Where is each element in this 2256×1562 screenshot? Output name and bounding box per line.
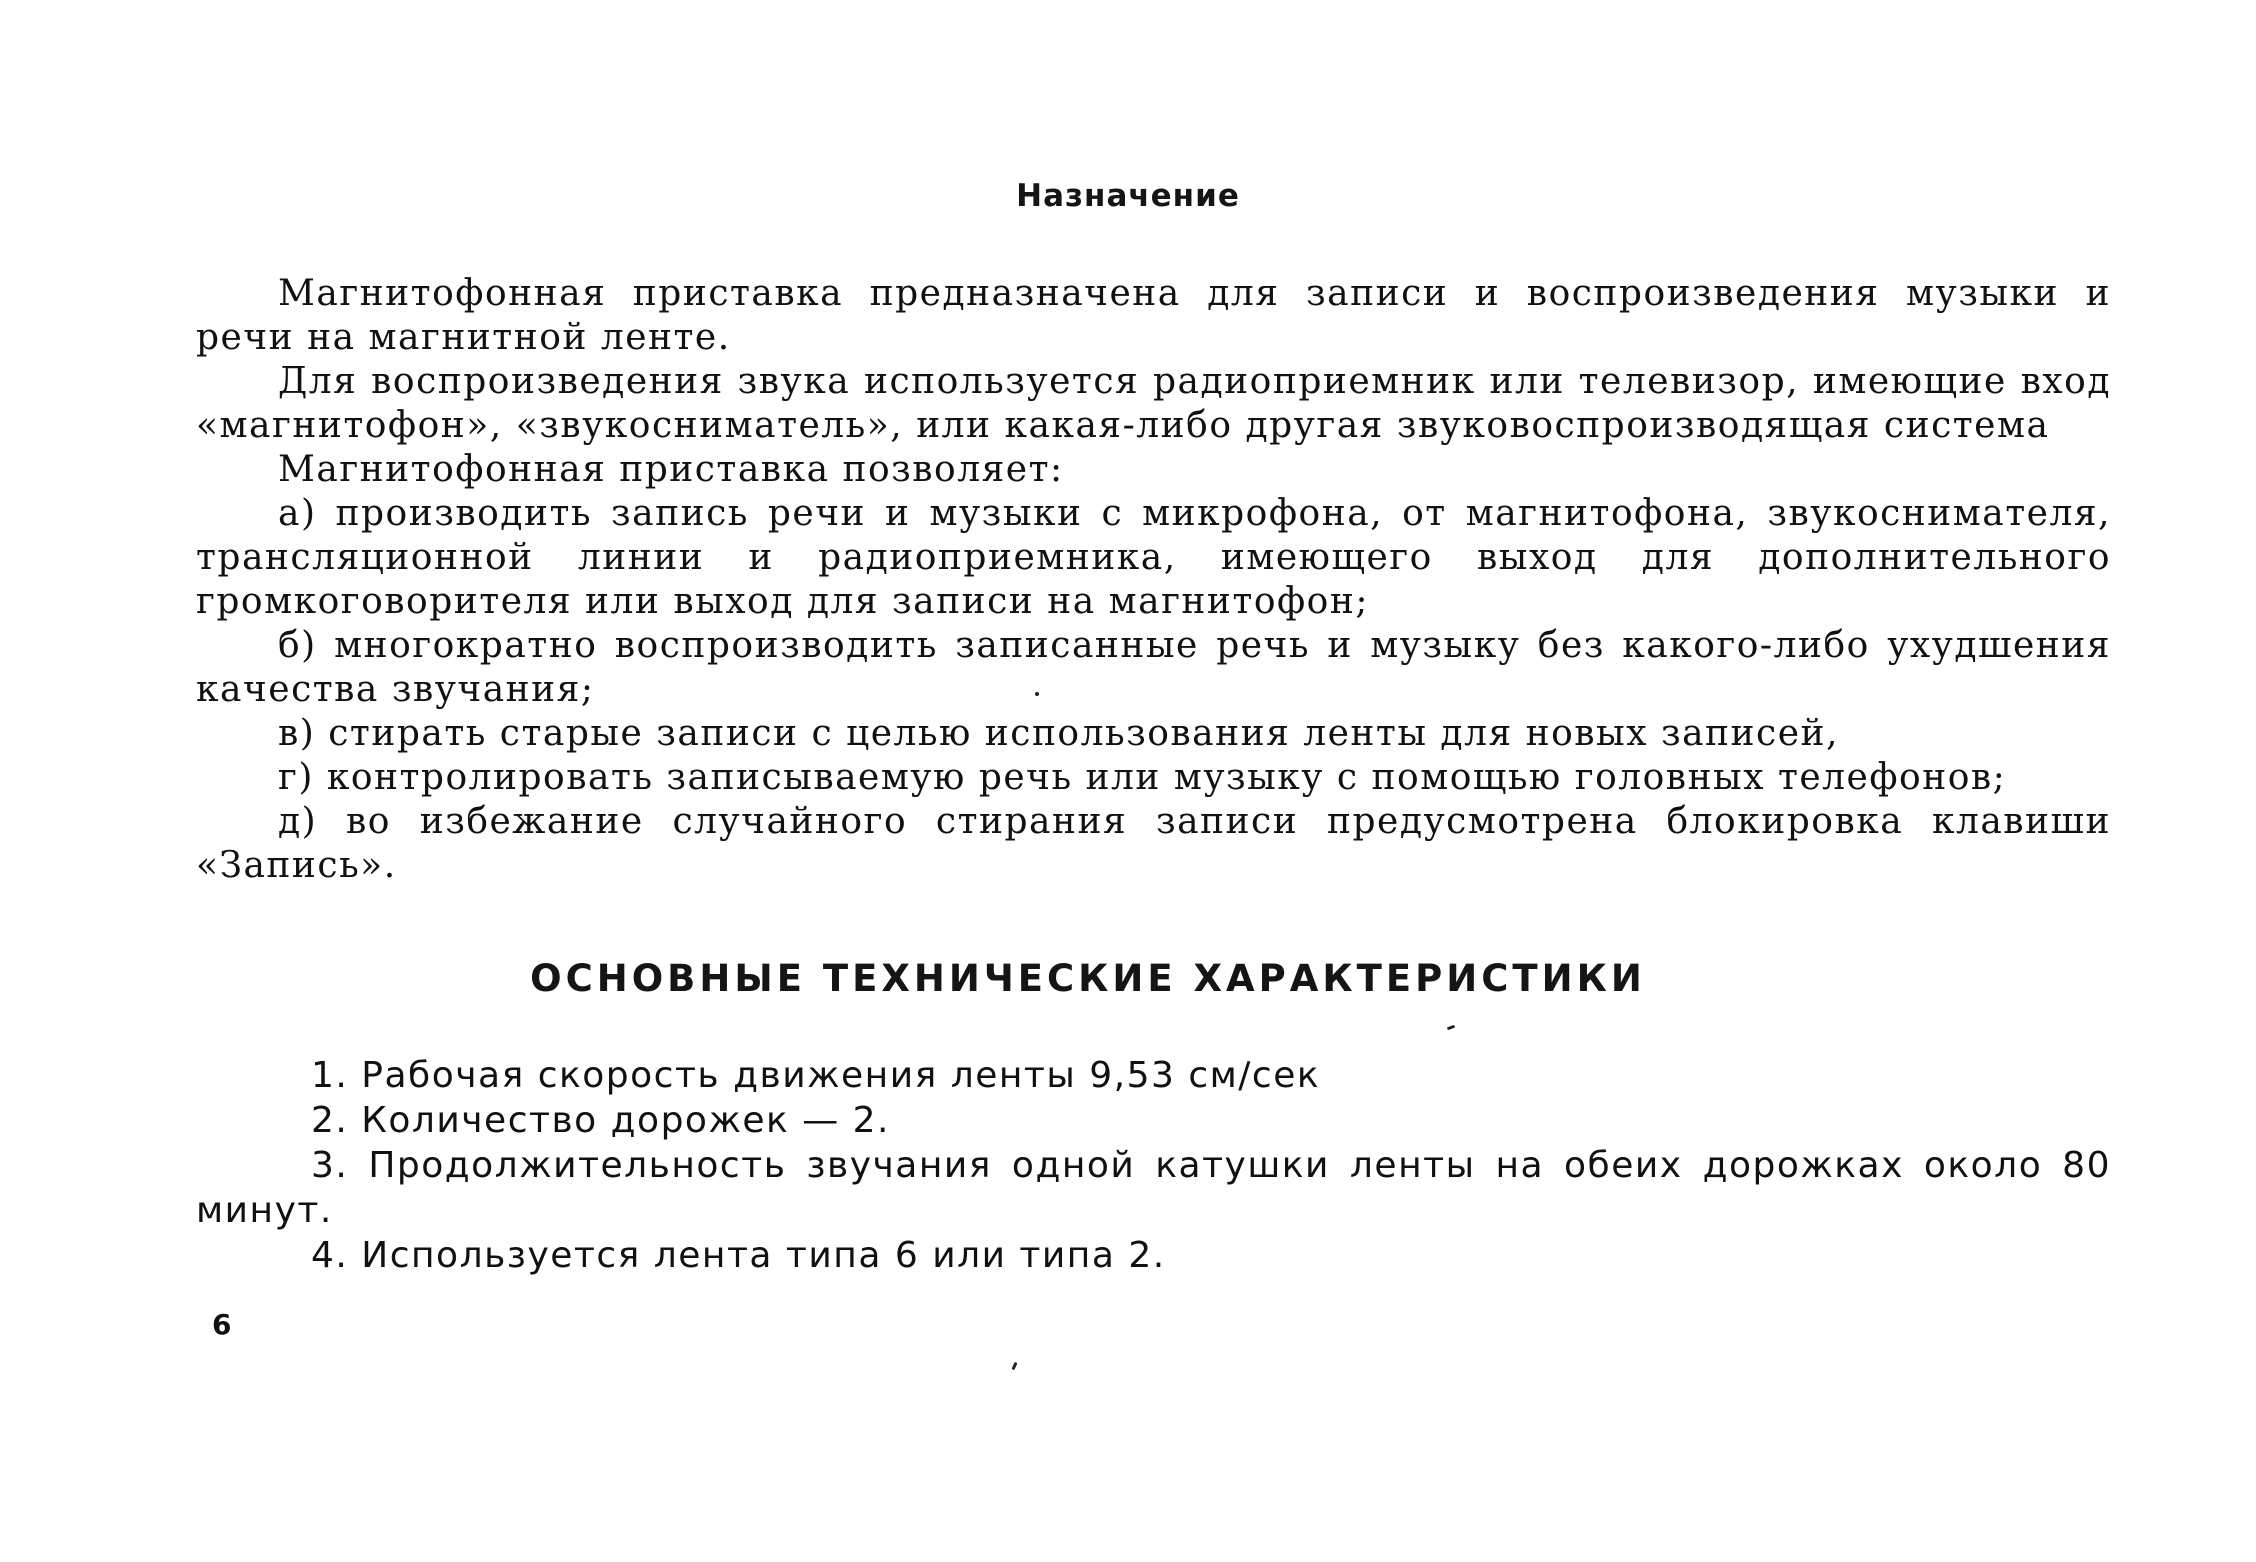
purpose-paragraph: Для воспроизведения звука используется радиоприемник или телевизор, имеющие вход «магнитофон», «звукосниматель», или какая-либо другая звуковоспроизводящая система [196, 361, 2111, 446]
purpose-list-item: б) многократно воспроизводить записанные речь и музыку без какого-либо ухудшения качества звучания; [196, 625, 2111, 710]
purpose-list-item: а) производить запись речи и музыки с микрофона, от магнитофона, звукоснимателя, трансляционной линии и радиоприемника, имеющего выход для дополнительного громкоговорителя или выход для записи на магнитофон; [196, 493, 2111, 622]
purpose-paragraph: Магнитофонная приставка предназначена для записи и воспроизведения музыки и речи на магнитной ленте. [196, 273, 2111, 358]
purpose-list-item: д) во избежание случайного стирания записи предусмотрена блокировка клавиши «Запись». [196, 801, 2111, 886]
purpose-section [196, 272, 2111, 888]
spec-item: 4. Используется лента типа 6 или типа 2. [311, 1235, 1166, 1276]
spec-item: 3. Продолжительность звучания одной катушки ленты на обеих дорожках около 80 минут. [196, 1145, 2111, 1231]
specs-section [196, 1053, 2111, 1278]
print-speck [1011, 1362, 1017, 1371]
purpose-list-item: в) стирать старые записи с целью использования ленты для новых записей, [278, 713, 1839, 754]
purpose-heading: Назначение [1016, 178, 1240, 214]
page-number: 6 [212, 1308, 232, 1341]
print-speck [1447, 1025, 1456, 1031]
purpose-paragraph: Магнитофонная приставка позволяет: [278, 449, 1064, 490]
print-speck [1035, 692, 1039, 696]
spec-item: 1. Рабочая скорость движения ленты 9,53 см/сек [311, 1055, 1321, 1096]
purpose-list-item: г) контролировать записываемую речь или музыку с помощью головных телефонов; [278, 757, 2007, 798]
spec-item: 2. Количество дорожек — 2. [311, 1100, 890, 1141]
specs-heading: ОСНОВНЫЕ ТЕХНИЧЕСКИЕ ХАРАКТЕРИСТИКИ [530, 957, 1646, 1000]
